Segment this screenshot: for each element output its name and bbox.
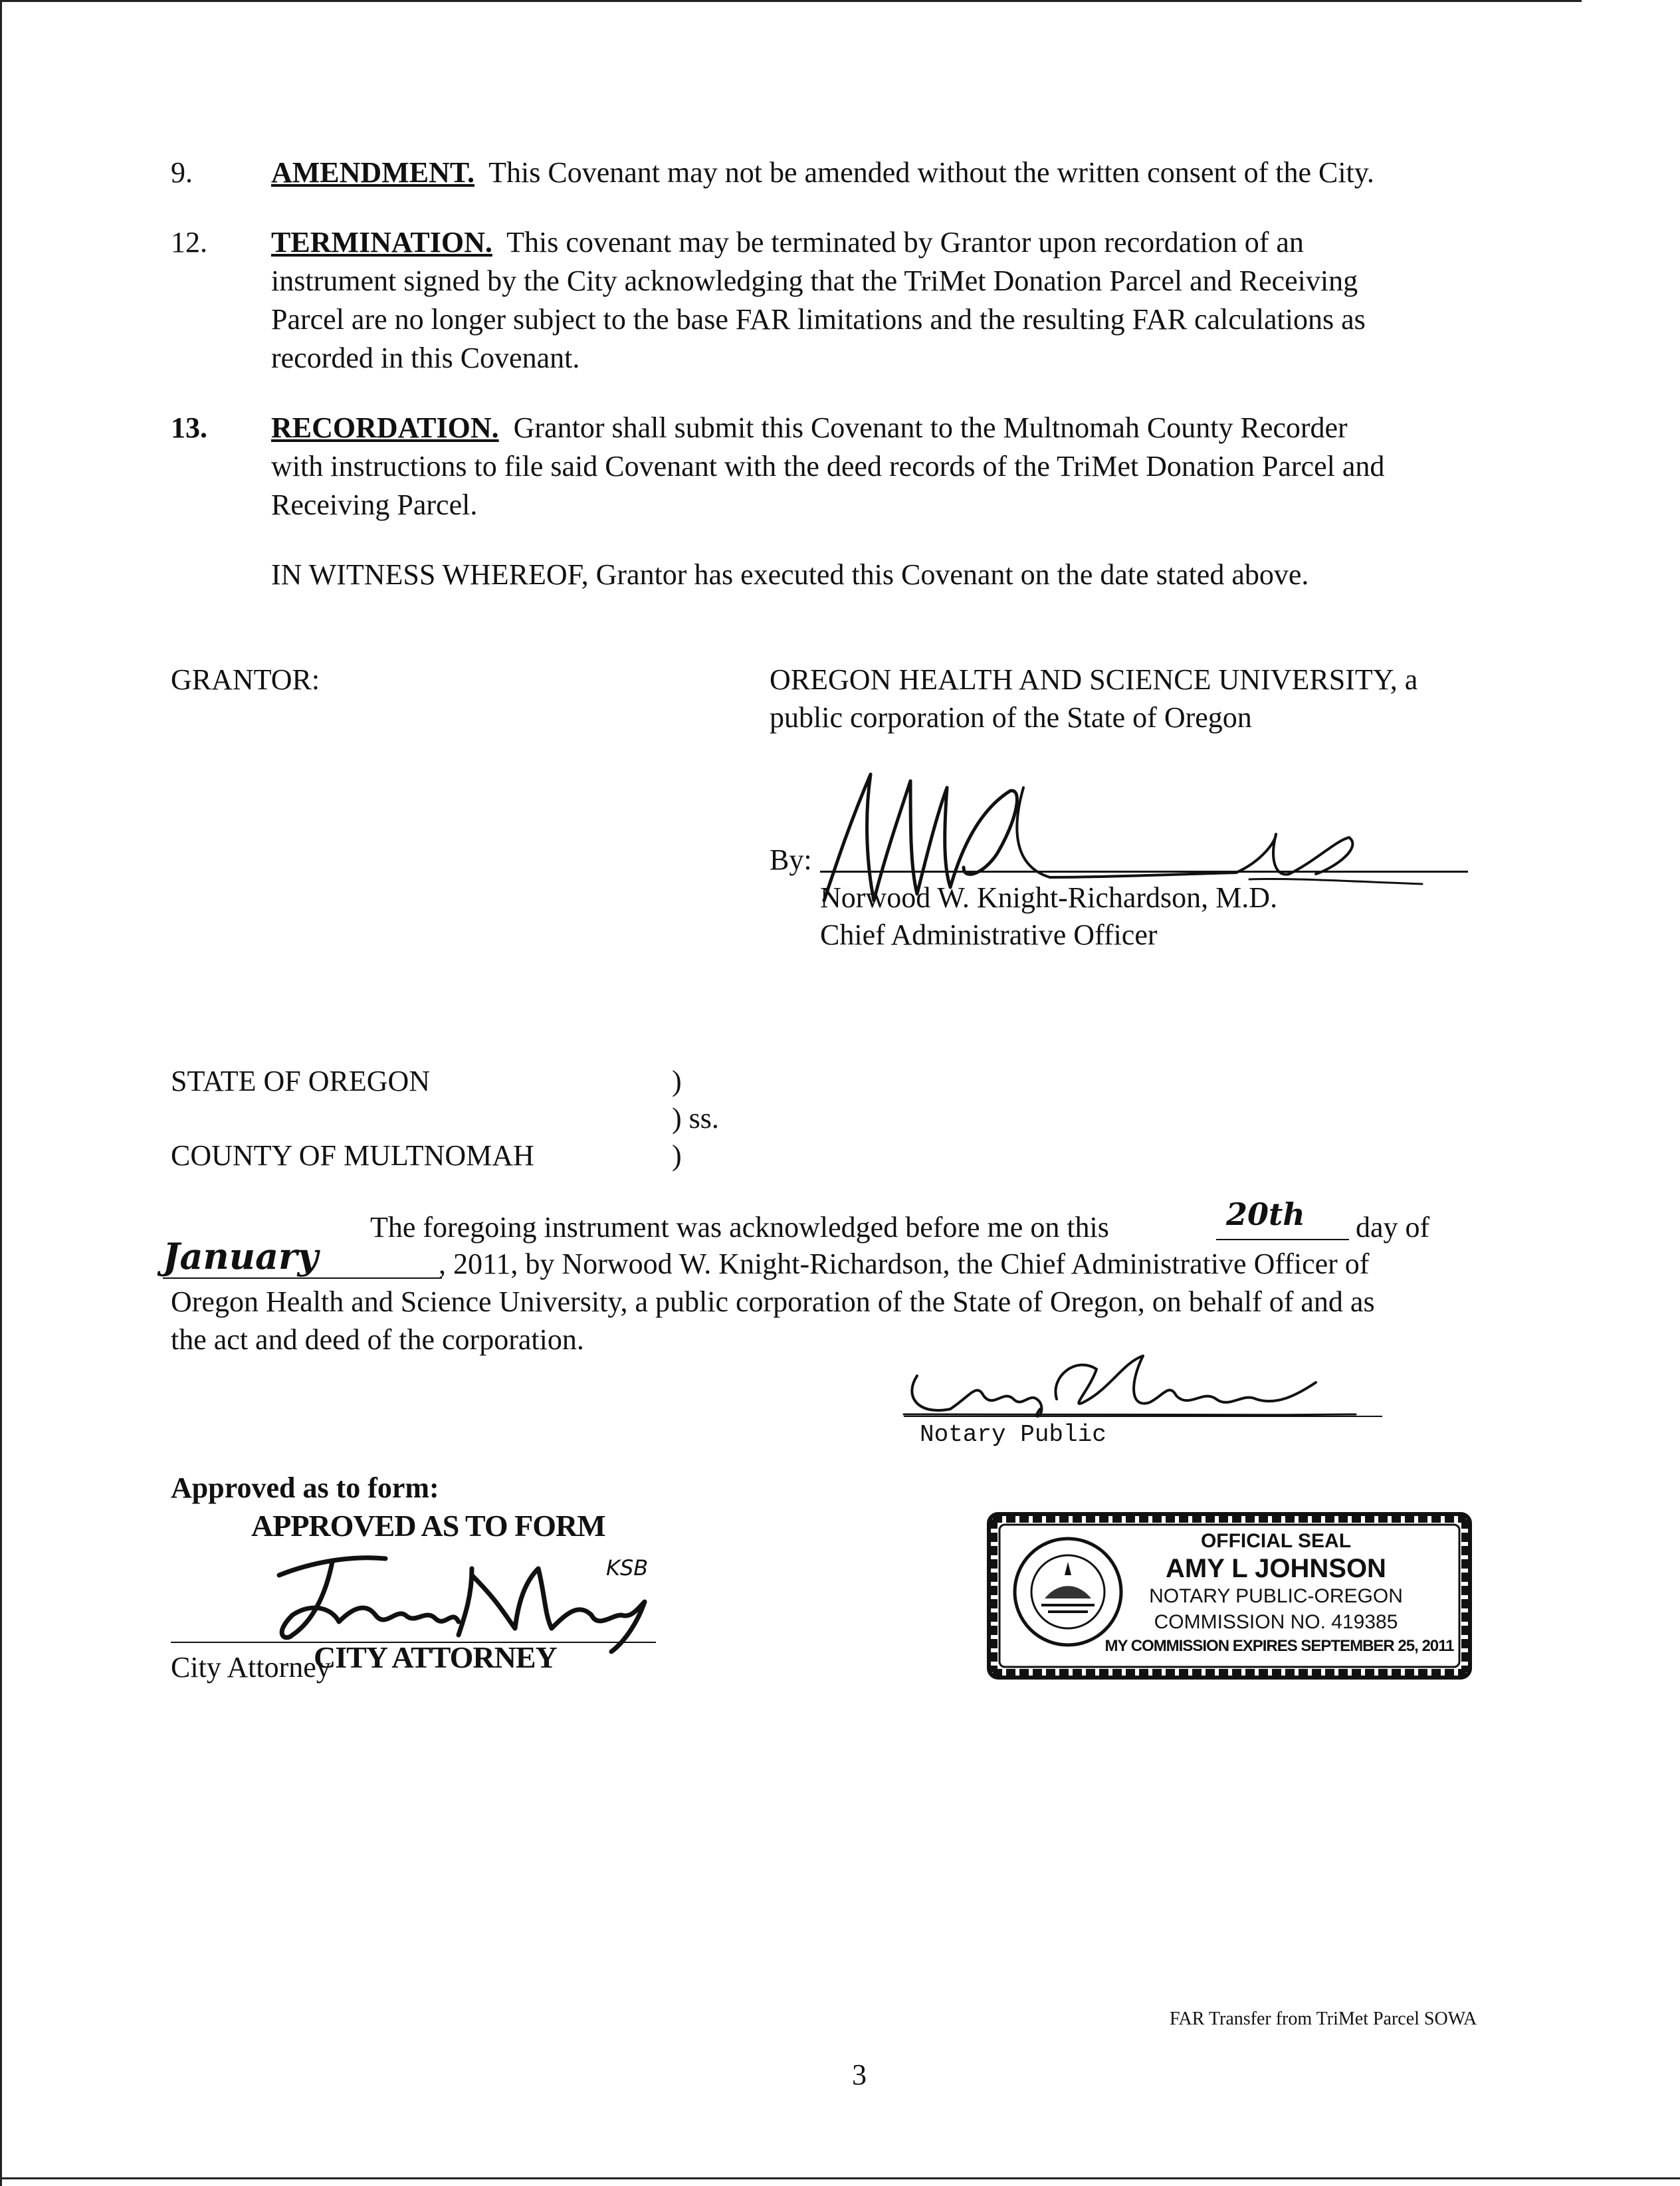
section-text-line: This covenant may be terminated by Grantor upon recordation of an	[506, 226, 1304, 259]
section-text-line: Grantor shall submit this Covenant to the Multnomah County Recorder	[513, 411, 1348, 444]
section-text-line: Receiving Parcel.	[271, 489, 478, 521]
venue-bracket: )	[672, 1065, 682, 1097]
seal-notary-name: AMY L JOHNSON	[1166, 1554, 1386, 1583]
day-blank	[1216, 1239, 1349, 1240]
notary-label: Notary Public	[920, 1421, 1106, 1448]
acknowledgment-line-3: Oregon Health and Science University, a public corporation of the State of Oregon, on behalf of and as	[171, 1285, 1375, 1318]
day-handwritten: 20th	[1226, 1196, 1305, 1232]
scan-bottom-edge	[0, 2177, 1680, 2179]
month-handwritten: January	[163, 1235, 318, 1277]
grantor-description: public corporation of the State of Oregon	[770, 701, 1252, 734]
section-number: 12.	[171, 226, 207, 259]
seal-title: OFFICIAL SEAL	[1200, 1530, 1352, 1552]
grantor-name: OREGON HEALTH AND SCIENCE UNIVERSITY, a	[770, 663, 1418, 696]
grantor-label: GRANTOR:	[171, 663, 320, 696]
acknowledgment-line-4: the act and deed of the corporation.	[171, 1323, 584, 1356]
venue-state: STATE OF OREGON	[171, 1065, 431, 1097]
notary-signature	[897, 1336, 1362, 1422]
notary-signature-line	[904, 1416, 1382, 1417]
section-text: This Covenant may not be amended without the written consent of the City.	[488, 156, 1374, 189]
attorney-initials: KSB	[606, 1555, 649, 1581]
section-text-line: with instructions to file said Covenant with the deed records of the TriMet Donation Parcel and	[271, 450, 1385, 483]
section-termination	[271, 223, 1567, 378]
acknowledgment-line-2: , 2011, by Norwood W. Knight-Richardson, the Chief Administrative Officer of	[439, 1248, 1370, 1280]
document-reference: FAR Transfer from TriMet Parcel SOWA	[1170, 2009, 1477, 2029]
approval-stamp: APPROVED AS TO FORM	[251, 1509, 605, 1543]
section-number: 9.	[171, 156, 193, 189]
section-heading: AMENDMENT.	[271, 156, 474, 189]
section-number: 13.	[171, 411, 207, 444]
section-amendment	[271, 154, 1567, 192]
acknowledgment-day-of: day of	[1356, 1211, 1430, 1244]
by-label: By:	[770, 843, 812, 876]
section-text-line: instrument signed by the City acknowledging that the TriMet Donation Parcel and Receiving	[271, 265, 1358, 297]
signer-title: Chief Administrative Officer	[820, 919, 1158, 951]
signer-name: Norwood W. Knight-Richardson, M.D.	[820, 881, 1278, 914]
section-text-line: recorded in this Covenant.	[271, 342, 580, 374]
month-blank	[163, 1277, 442, 1279]
scan-left-edge	[0, 0, 2, 2186]
witness-clause: IN WITNESS WHEREOF, Grantor has executed this Covenant on the date stated above.	[271, 558, 1309, 591]
venue-county: COUNTY OF MULTNOMAH	[171, 1139, 534, 1172]
seal-line-1: NOTARY PUBLIC-OREGON	[1149, 1585, 1403, 1607]
acknowledgment-line-1: The foregoing instrument was acknowledged before me on this	[370, 1211, 1109, 1244]
city-attorney-stamp: CITY ATTORNEY	[314, 1640, 557, 1674]
section-heading: RECORDATION.	[271, 411, 499, 444]
section-heading: TERMINATION.	[271, 226, 492, 259]
official-notary-seal	[984, 1509, 1475, 1683]
page-number: 3	[852, 2058, 867, 2091]
venue-ss: ) ss.	[672, 1102, 719, 1135]
seal-line-2: COMMISSION NO. 419385	[1154, 1611, 1398, 1633]
scan-top-edge	[0, 0, 1582, 2]
section-recordation	[271, 409, 1567, 524]
seal-line-3: MY COMMISSION EXPIRES SEPTEMBER 25, 2011	[1104, 1637, 1454, 1655]
city-attorney-label: City Attorney	[171, 1651, 331, 1684]
venue-bracket: )	[672, 1139, 682, 1172]
approval-label: Approved as to form:	[171, 1472, 439, 1504]
section-text-line: Parcel are no longer subject to the base FAR limitations and the resulting FAR calculations as	[271, 303, 1366, 336]
